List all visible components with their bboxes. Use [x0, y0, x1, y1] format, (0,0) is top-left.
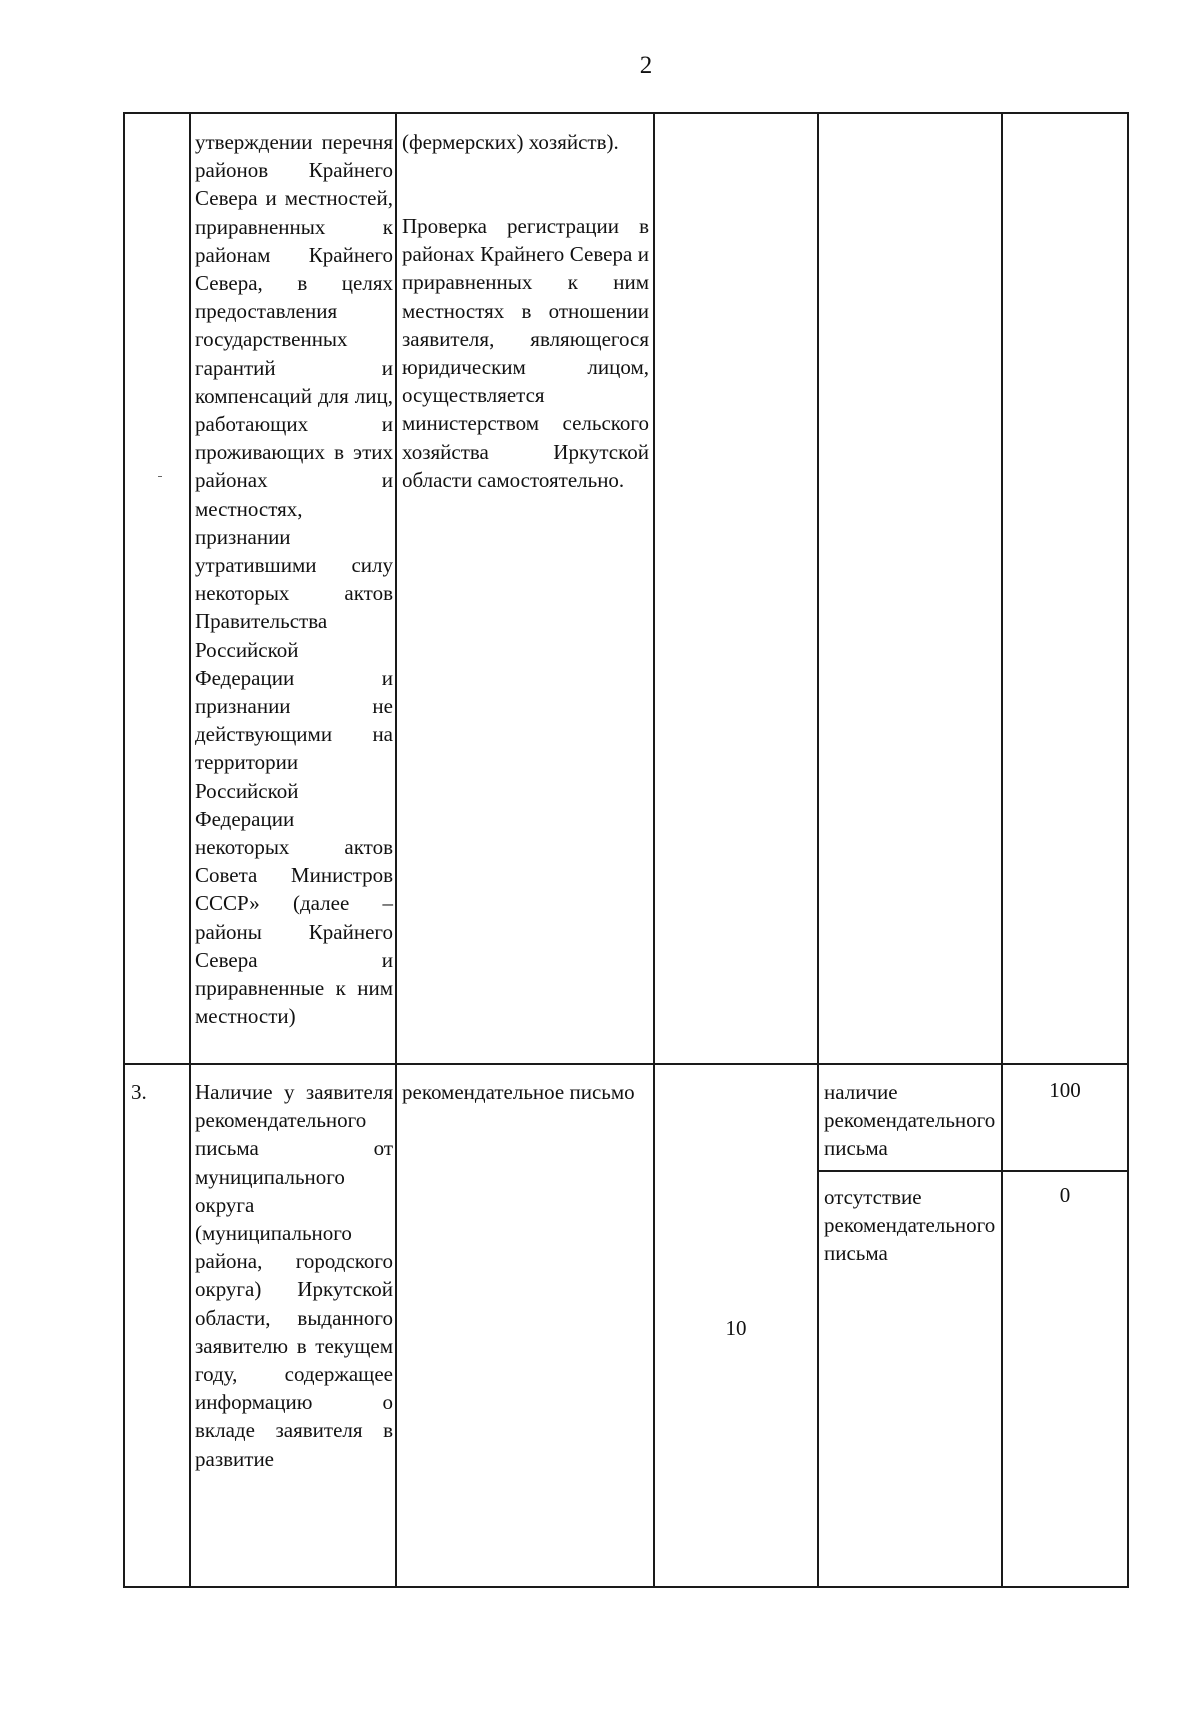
table-right-border [1127, 112, 1129, 1588]
documents-text-continued: (фермерских) хозяйств). [402, 130, 619, 154]
criterion-text: Наличие у заявителя рекомендательного письма от муниципального округа (муниципального района, городского округа) Иркутской области, выданного заявителю в текущем году, содержащее информацию о вкладе заявителя в развитие [195, 1080, 393, 1471]
table-top-border [123, 112, 1129, 114]
option-divider [819, 1170, 1129, 1172]
criterion-text-continued: утверждении перечня районов Крайнего Севера и местностей, приравненных к районам Крайнего Севера, в целях предоставления государственных гарантий и компенсаций для лиц, работающих и проживающих в этих районах и местностях, признании утратившими силу некоторых актов Правительства Российской Федерации и признании не действующими на территории Российской Федерации некоторых актов Совета Министров СССР» (далее – районы Крайнего Севера и приравненные к ним местности) [195, 130, 393, 1029]
option-score: 0 [1059, 1183, 1071, 1207]
option-label: наличие рекомендательного письма [824, 1080, 996, 1161]
table-bottom-border [123, 1586, 1129, 1588]
documents-verification-text: Проверка регистрации в районах Крайнего Севера и приравненных к ним местностях в отношении заявителя, являющегося юридическим лицом, осуществляется министерством сельского хозяйства Иркутской области самостоятельно. [402, 214, 649, 492]
weight-value: 10 [725, 1316, 747, 1340]
column-divider [817, 112, 819, 1588]
option-label: отсутствие рекомендательного письма [824, 1185, 996, 1266]
column-divider [1001, 112, 1003, 1588]
column-divider [123, 112, 125, 1588]
page-number: 2 [639, 52, 653, 79]
option-score: 100 [1049, 1078, 1081, 1102]
documents-text: рекомендательное письмо [402, 1080, 635, 1104]
column-divider [189, 112, 191, 1588]
scan-speck [158, 476, 162, 477]
column-divider [395, 112, 397, 1588]
column-divider [653, 112, 655, 1588]
row-divider [123, 1063, 1129, 1065]
row-number: 3. [131, 1080, 147, 1104]
